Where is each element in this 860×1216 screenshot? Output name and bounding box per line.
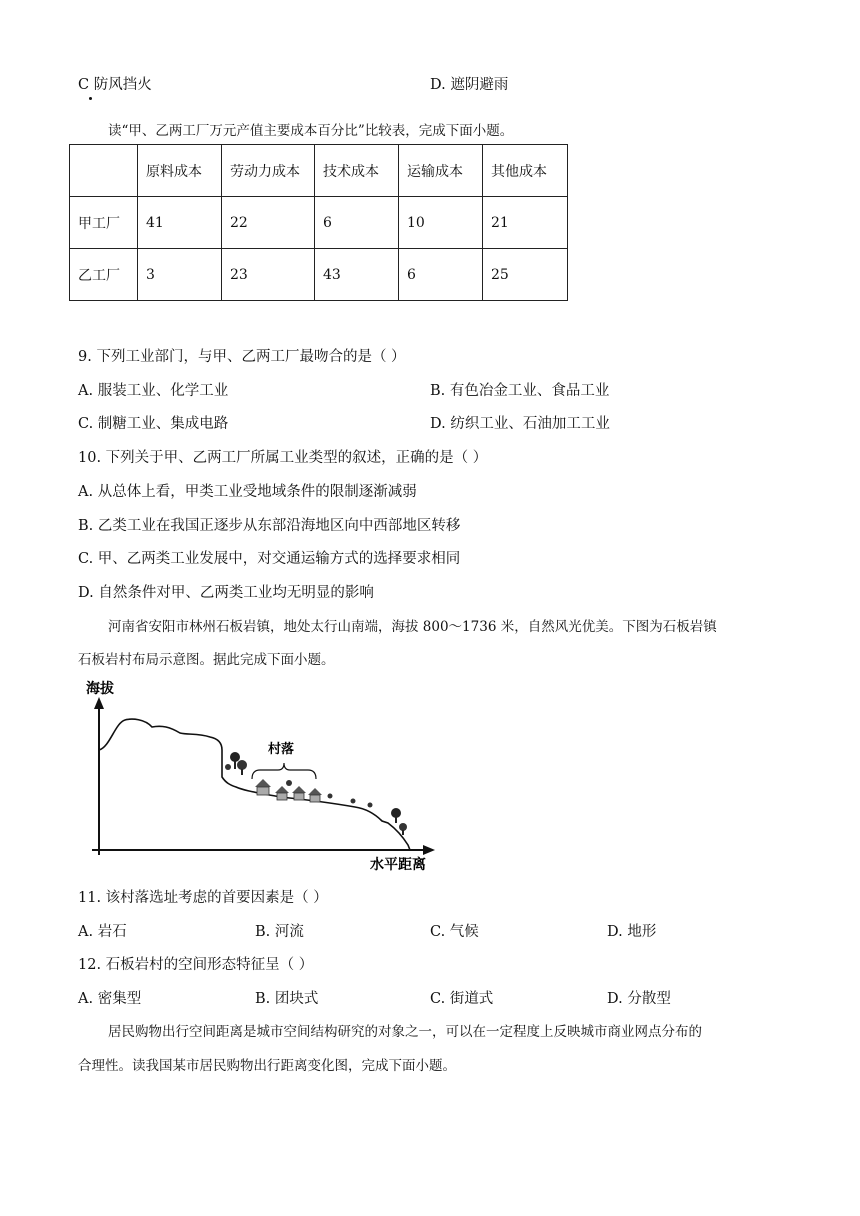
table-cell: 43 (315, 249, 399, 301)
q8-option-d: D. 遮阴避雨 (430, 77, 509, 93)
shopping-intro-line2: 合理性。读我国某市居民购物出行距离变化图，完成下面小题。 (78, 1058, 456, 1074)
table-header-cell (70, 145, 138, 197)
q10-option-d: D. 自然条件对甲、乙两类工业均无明显的影响 (78, 585, 374, 601)
table-header-cell: 原料成本 (138, 145, 222, 197)
village-layout-diagram (70, 675, 470, 875)
table-row-label: 乙工厂 (70, 249, 138, 301)
q11-option-d: D. 地形 (607, 924, 657, 940)
village-bracket (252, 763, 316, 779)
q11-stem: 11. 该村落选址考虑的首要因素是（ ） (78, 890, 328, 906)
x-axis-arrow (423, 845, 435, 855)
table-cell: 3 (138, 249, 222, 301)
house-icon (292, 786, 306, 800)
q12-option-d: D. 分散型 (607, 991, 671, 1007)
q12-option-a: A. 密集型 (78, 991, 142, 1007)
table-header-row (70, 145, 568, 197)
q10-option-a: A. 从总体上看，甲类工业受地域条件的限制逐渐减弱 (78, 484, 417, 500)
tree-icon (328, 794, 333, 799)
tree-icon (286, 780, 292, 786)
village-label: 村落 (268, 742, 295, 757)
q12-stem: 12. 石板岩村的空间形态特征呈（ ） (78, 957, 314, 973)
bullet-dot (89, 97, 92, 100)
table-row (70, 197, 568, 249)
y-axis-arrow (94, 697, 104, 709)
q9-option-c: C. 制糖工业、集成电路 (78, 416, 229, 432)
q12-option-b: B. 团块式 (255, 991, 319, 1007)
q11-option-a: A. 岩石 (78, 924, 127, 940)
table-intro: 读“甲、乙两工厂万元产值主要成本百分比”比较表，完成下面小题。 (108, 123, 514, 139)
q11-option-c: C. 气候 (430, 924, 479, 940)
terrain-profile (99, 719, 410, 850)
table-cell: 21 (483, 197, 568, 249)
q9-option-a: A. 服装工业、化学工业 (78, 383, 229, 399)
table-header-cell: 劳动力成本 (222, 145, 315, 197)
q10-stem: 10. 下列关于甲、乙两工厂所属工业类型的叙述，正确的是（ ） (78, 450, 488, 466)
tree-cluster-lower (351, 799, 408, 836)
table-row-label: 甲工厂 (70, 197, 138, 249)
table-cell: 6 (399, 249, 483, 301)
table-row (70, 249, 568, 301)
q12-option-c: C. 街道式 (430, 991, 494, 1007)
table-cell: 6 (315, 197, 399, 249)
cost-table (69, 144, 568, 301)
q10-option-c: C. 甲、乙两类工业发展中，对交通运输方式的选择要求相同 (78, 551, 461, 567)
tree-cluster-upper (225, 752, 247, 775)
table-cell: 25 (483, 249, 568, 301)
village-intro-line1: 河南省安阳市林州石板岩镇，地处太行山南端，海拔 800～1736 米，自然风光优美。下图为石板岩镇 (108, 619, 717, 635)
table-header-cell: 技术成本 (315, 145, 399, 197)
q9-option-b: B. 有色冶金工业、食品工业 (430, 383, 610, 399)
q9-stem: 9. 下列工业部门，与甲、乙两工厂最吻合的是（ ） (78, 349, 406, 365)
y-axis-label: 海拔 (86, 681, 114, 697)
table-cell: 10 (399, 197, 483, 249)
shopping-intro-line1: 居民购物出行空间距离是城市空间结构研究的对象之一，可以在一定程度上反映城市商业网点分布的 (108, 1024, 702, 1040)
q8-option-c: C 防风挡火 (78, 77, 152, 93)
table-cell: 23 (222, 249, 315, 301)
table-header-cell: 其他成本 (483, 145, 568, 197)
x-axis-label: 水平距离 (370, 857, 426, 873)
house-icon (255, 779, 271, 795)
q9-option-d: D. 纺织工业、石油加工工业 (430, 416, 610, 432)
village-intro-line2: 石板岩村布局示意图。据此完成下面小题。 (78, 652, 335, 668)
house-icon (308, 788, 322, 802)
q10-option-b: B. 乙类工业在我国正逐步从东部沿海地区向中西部地区转移 (78, 518, 461, 534)
table-cell: 41 (138, 197, 222, 249)
house-icon (275, 786, 289, 800)
q11-option-b: B. 河流 (255, 924, 304, 940)
table-header-cell: 运输成本 (399, 145, 483, 197)
table-cell: 22 (222, 197, 315, 249)
